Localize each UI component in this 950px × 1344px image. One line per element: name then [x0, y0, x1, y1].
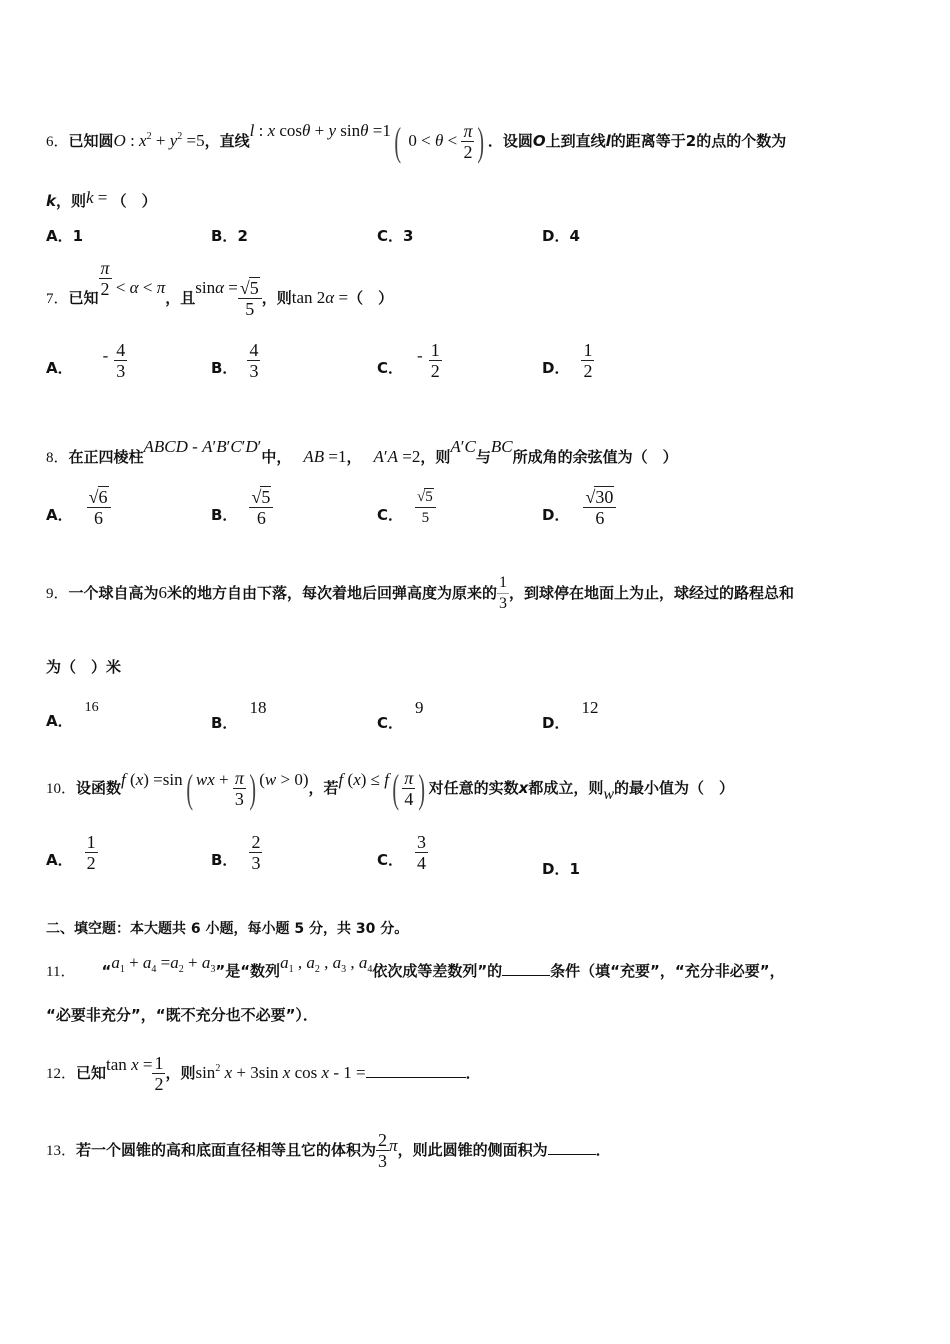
- q10-line: 10．设函数f (x) =sin( wx + $\frac{\pi}{3}$ ) (w > 0)，若f (x) ≤ f( $\frac{\pi}{4}$ ) 对任意的实数x都成立，则w的最小值为（ ）: [46, 765, 735, 811]
- q11-line2: “必要非充分”，“既不充分也不必要”）．: [46, 1006, 318, 1024]
- q7-option-a: A．- $\frac{4}{3}$: [46, 340, 126, 381]
- q7-sqrt5-over-5: $\frac{√5}{5}$: [238, 278, 262, 319]
- q7-pi-over-2: $\frac{\pi}{2}$: [100, 258, 110, 299]
- q7-line: 7．已知 $\frac{\pi}{2}$ < α < π，且sinα = $\frac{√5}{5}$ ，则tan 2α =（ ）: [46, 258, 394, 319]
- q7-option-b: B． $\frac{4}{3}$: [211, 340, 259, 381]
- q8-option-a: A． $\frac{√6}{6}$: [46, 487, 111, 528]
- q10-option-a: A． $\frac{1}{2}$: [46, 832, 96, 873]
- q13-line: 13．若一个圆锥的高和底面直径相等且它的体积为 $\frac{2}{3}$ π，则此圆锥的侧面积为 ．: [46, 1130, 611, 1171]
- q6-option-c: C．3: [377, 227, 414, 245]
- q9-option-b: B．18: [211, 698, 267, 732]
- q6-option-a: A．1: [46, 227, 84, 245]
- q11-line1: 11． “$a_1 + a_4 =a_2 + a_3$”是“数列$a_1$ , $a_2$ , $a_3$ , $a_4$依次成等差数列”的 条件（填“充要”，“充分非必要”，: [46, 953, 785, 980]
- q7-option-d: D． $\frac{1}{2}$: [542, 340, 593, 381]
- q10-option-d: D．1: [542, 860, 580, 878]
- q8-option-c: C． $\frac{√5}{5}$: [377, 487, 436, 528]
- q9-line2: 为（ ）米: [46, 658, 122, 676]
- q10-option-b: B． $\frac{2}{3}$: [211, 832, 261, 873]
- q9-option-c: C．9: [377, 698, 424, 732]
- q8-option-b: B． $\frac{√5}{6}$: [211, 487, 273, 528]
- q11-answer-blank[interactable]: [502, 961, 550, 976]
- q6-circle-eq: O : $x^2 + y^2 =5$: [113, 131, 205, 150]
- q6-line1: 6．已知圆O : $x^2 + y^2 =5$，直线l : x cosθ + y sinθ =1( 0 < θ < $\frac{\pi}{2}$ ) ．设圆O上到直线l的距离等于2的点的个数为: [46, 118, 787, 164]
- q10-option-c: C． $\frac{3}{4}$: [377, 832, 427, 873]
- q9-option-d: D．12: [542, 698, 599, 732]
- q7-option-c: C．- $\frac{1}{2}$: [377, 340, 440, 381]
- section-fill-in-header: 二、填空题：本大题共 6 小题，每小题 5 分，共 30 分。: [46, 921, 409, 937]
- q9-option-a: A．16: [46, 700, 99, 730]
- q8-line: 8．在正四棱柱ABCD - A′B′C′D′中， AB =1， A′A =2，则A′C与BC所成角的余弦值为（ ）: [46, 437, 678, 466]
- q6-option-d: D．4: [542, 227, 580, 245]
- q12-answer-blank[interactable]: [366, 1063, 466, 1078]
- q9-one-third: $\frac{1}{3}$: [499, 574, 508, 612]
- q12-line: 12．已知tan x = $\frac{1}{2}$ ，则$\sin^2 x + 3\sin$ x cos x - 1 = ．: [46, 1053, 481, 1094]
- q13-answer-blank[interactable]: [548, 1140, 596, 1155]
- q6-line-eq: l : x cosθ + y sinθ =1: [249, 121, 391, 140]
- q6-number: 6．: [46, 134, 69, 150]
- q8-option-d: D． $\frac{√30}{6}$: [542, 487, 616, 528]
- q6-pi-over-2: $\frac{\pi}{2}$: [463, 121, 473, 162]
- q9-line1: 9．一个球自高为6米的地方自由下落，每次着地后回弹高度为原来的 $\frac{1}{3}$ ，到球停在地面上为止，球经过的路程总和: [46, 574, 795, 612]
- q6-option-b: B．2: [211, 227, 248, 245]
- q6-line2: k，则k = （ ）: [46, 188, 157, 210]
